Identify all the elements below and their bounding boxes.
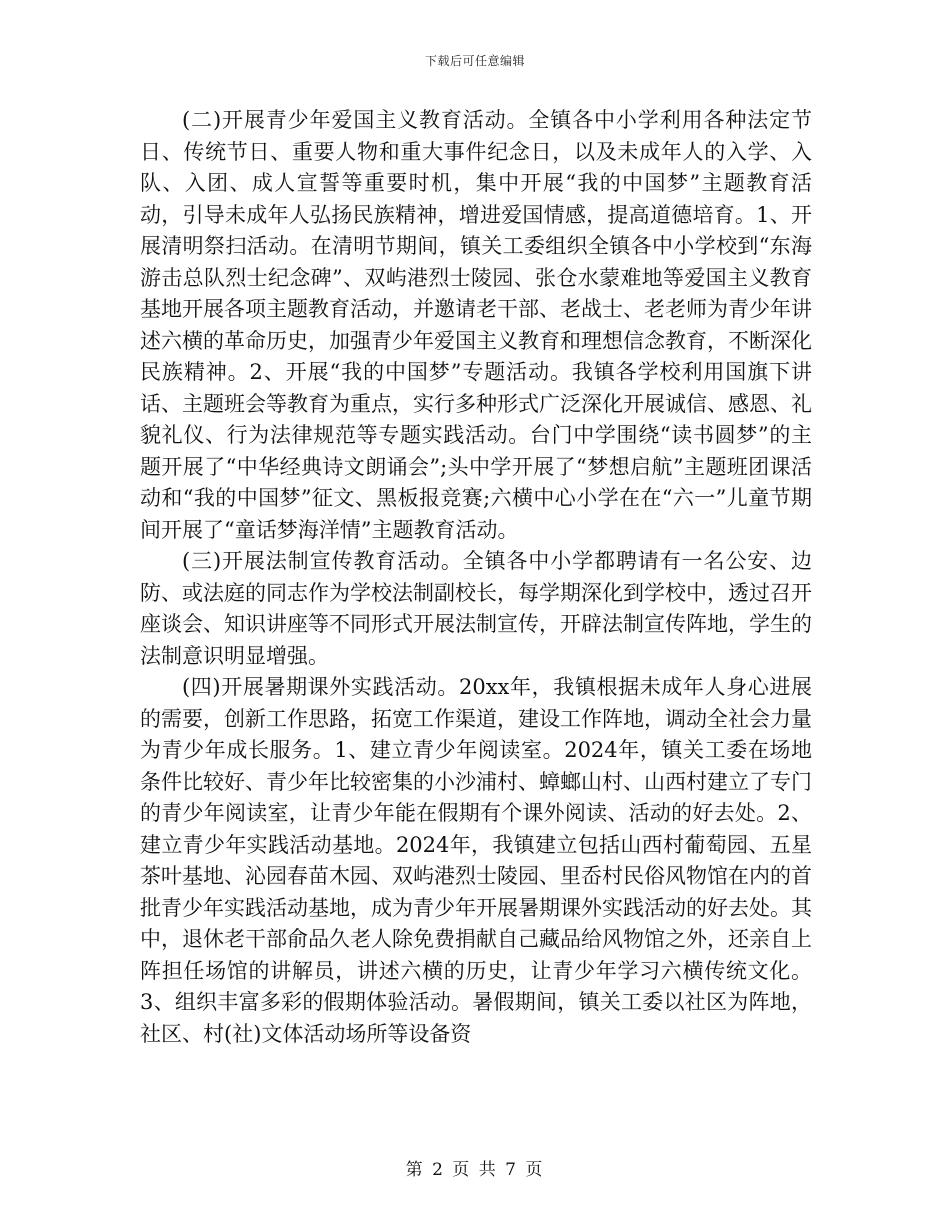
page-number-footer: 第 2 页 共 7 页 (405, 1160, 545, 1180)
paragraph-legal-education: (三)开展法制宣传教育活动。全镇各中小学都聘请有一名公安、边防、或法庭的同志作为学校法制副校长，每学期深化到学校中，透过召开座谈会、知识讲座等不同形式开展法制宣传，开辟法制宣传阵地，学生的法制意识明显增强。 (140, 549, 812, 668)
document-body (140, 105, 812, 1050)
paragraph-summer-practice: (四)开展暑期课外实践活动。20xx年，我镇根据未成年人身心进展的需要，创新工作思路，拓宽工作渠道，建设工作阵地，调动全社会力量为青少年成长服务。1、建立青少年阅读室。2024年，镇关工委在场地条件比较好、青少年比较密集的小沙浦村、蟑螂山村、山西村建立了专门的青少年阅读室，让青少年能在假期有个课外阅读、活动的好去处。2、建立青少年实践活动基地。2024年，我镇建立包括山西村葡萄园、五星茶叶基地、沁园春苗木园、双屿港烈士陵园、里岙村民俗风物馆在内的首批青少年实践活动基地，成为青少年开展暑期课外实践活动的好去处。其中，退休老干部俞品久老人除免费捐献自己藏品给风物馆之外，还亲自上阵担任场馆的讲解员，讲述六横的历史，让青少年学习六横传统文化。3、组织丰富多彩的假期体验活动。暑假期间，镇关工委以社区为阵地，社区、村(社)文体活动场所等设备资 (140, 675, 812, 1046)
paragraph-patriotic-education: (二)开展青少年爱国主义教育活动。全镇各中小学利用各种法定节日、传统节日、重要人物和重大事件纪念日，以及未成年人的入学、入队、入团、成人宣誓等重要时机，集中开展“我的中国梦”主题教育活动，引导未成年人弘扬民族精神，增进爱国情感，提高道德培育。1、开展清明祭扫活动。在清明节期间，镇关工委组织全镇各中小学校到“东海游击总队烈士纪念碑”、双屿港烈士陵园、张仓水蒙难地等爱国主义教育基地开展各项主题教育活动，并邀请老干部、老战士、老老师为青少年讲述六横的革命历史，加强青少年爱国主义教育和理想信念教育，不断深化民族精神。2、开展“我的中国梦”专题活动。我镇各学校利用国旗下讲话、主题班会等教育为重点，实行多种形式广泛深化开展诚信、感恩、礼貌礼仪、行为法律规范等专题实践活动。台门中学围绕“读书圆梦”的主题开展了“中华经典诗文朗诵会”;头中学开展了“梦想启航”主题班团课活动和“我的中国梦”征文、黑板报竞赛;六横中心小学在在“六一”儿童节期间开展了“童话梦海洋情”主题教育活动。 (140, 108, 812, 542)
page-header-note: 下载后可任意编辑 (424, 54, 525, 68)
